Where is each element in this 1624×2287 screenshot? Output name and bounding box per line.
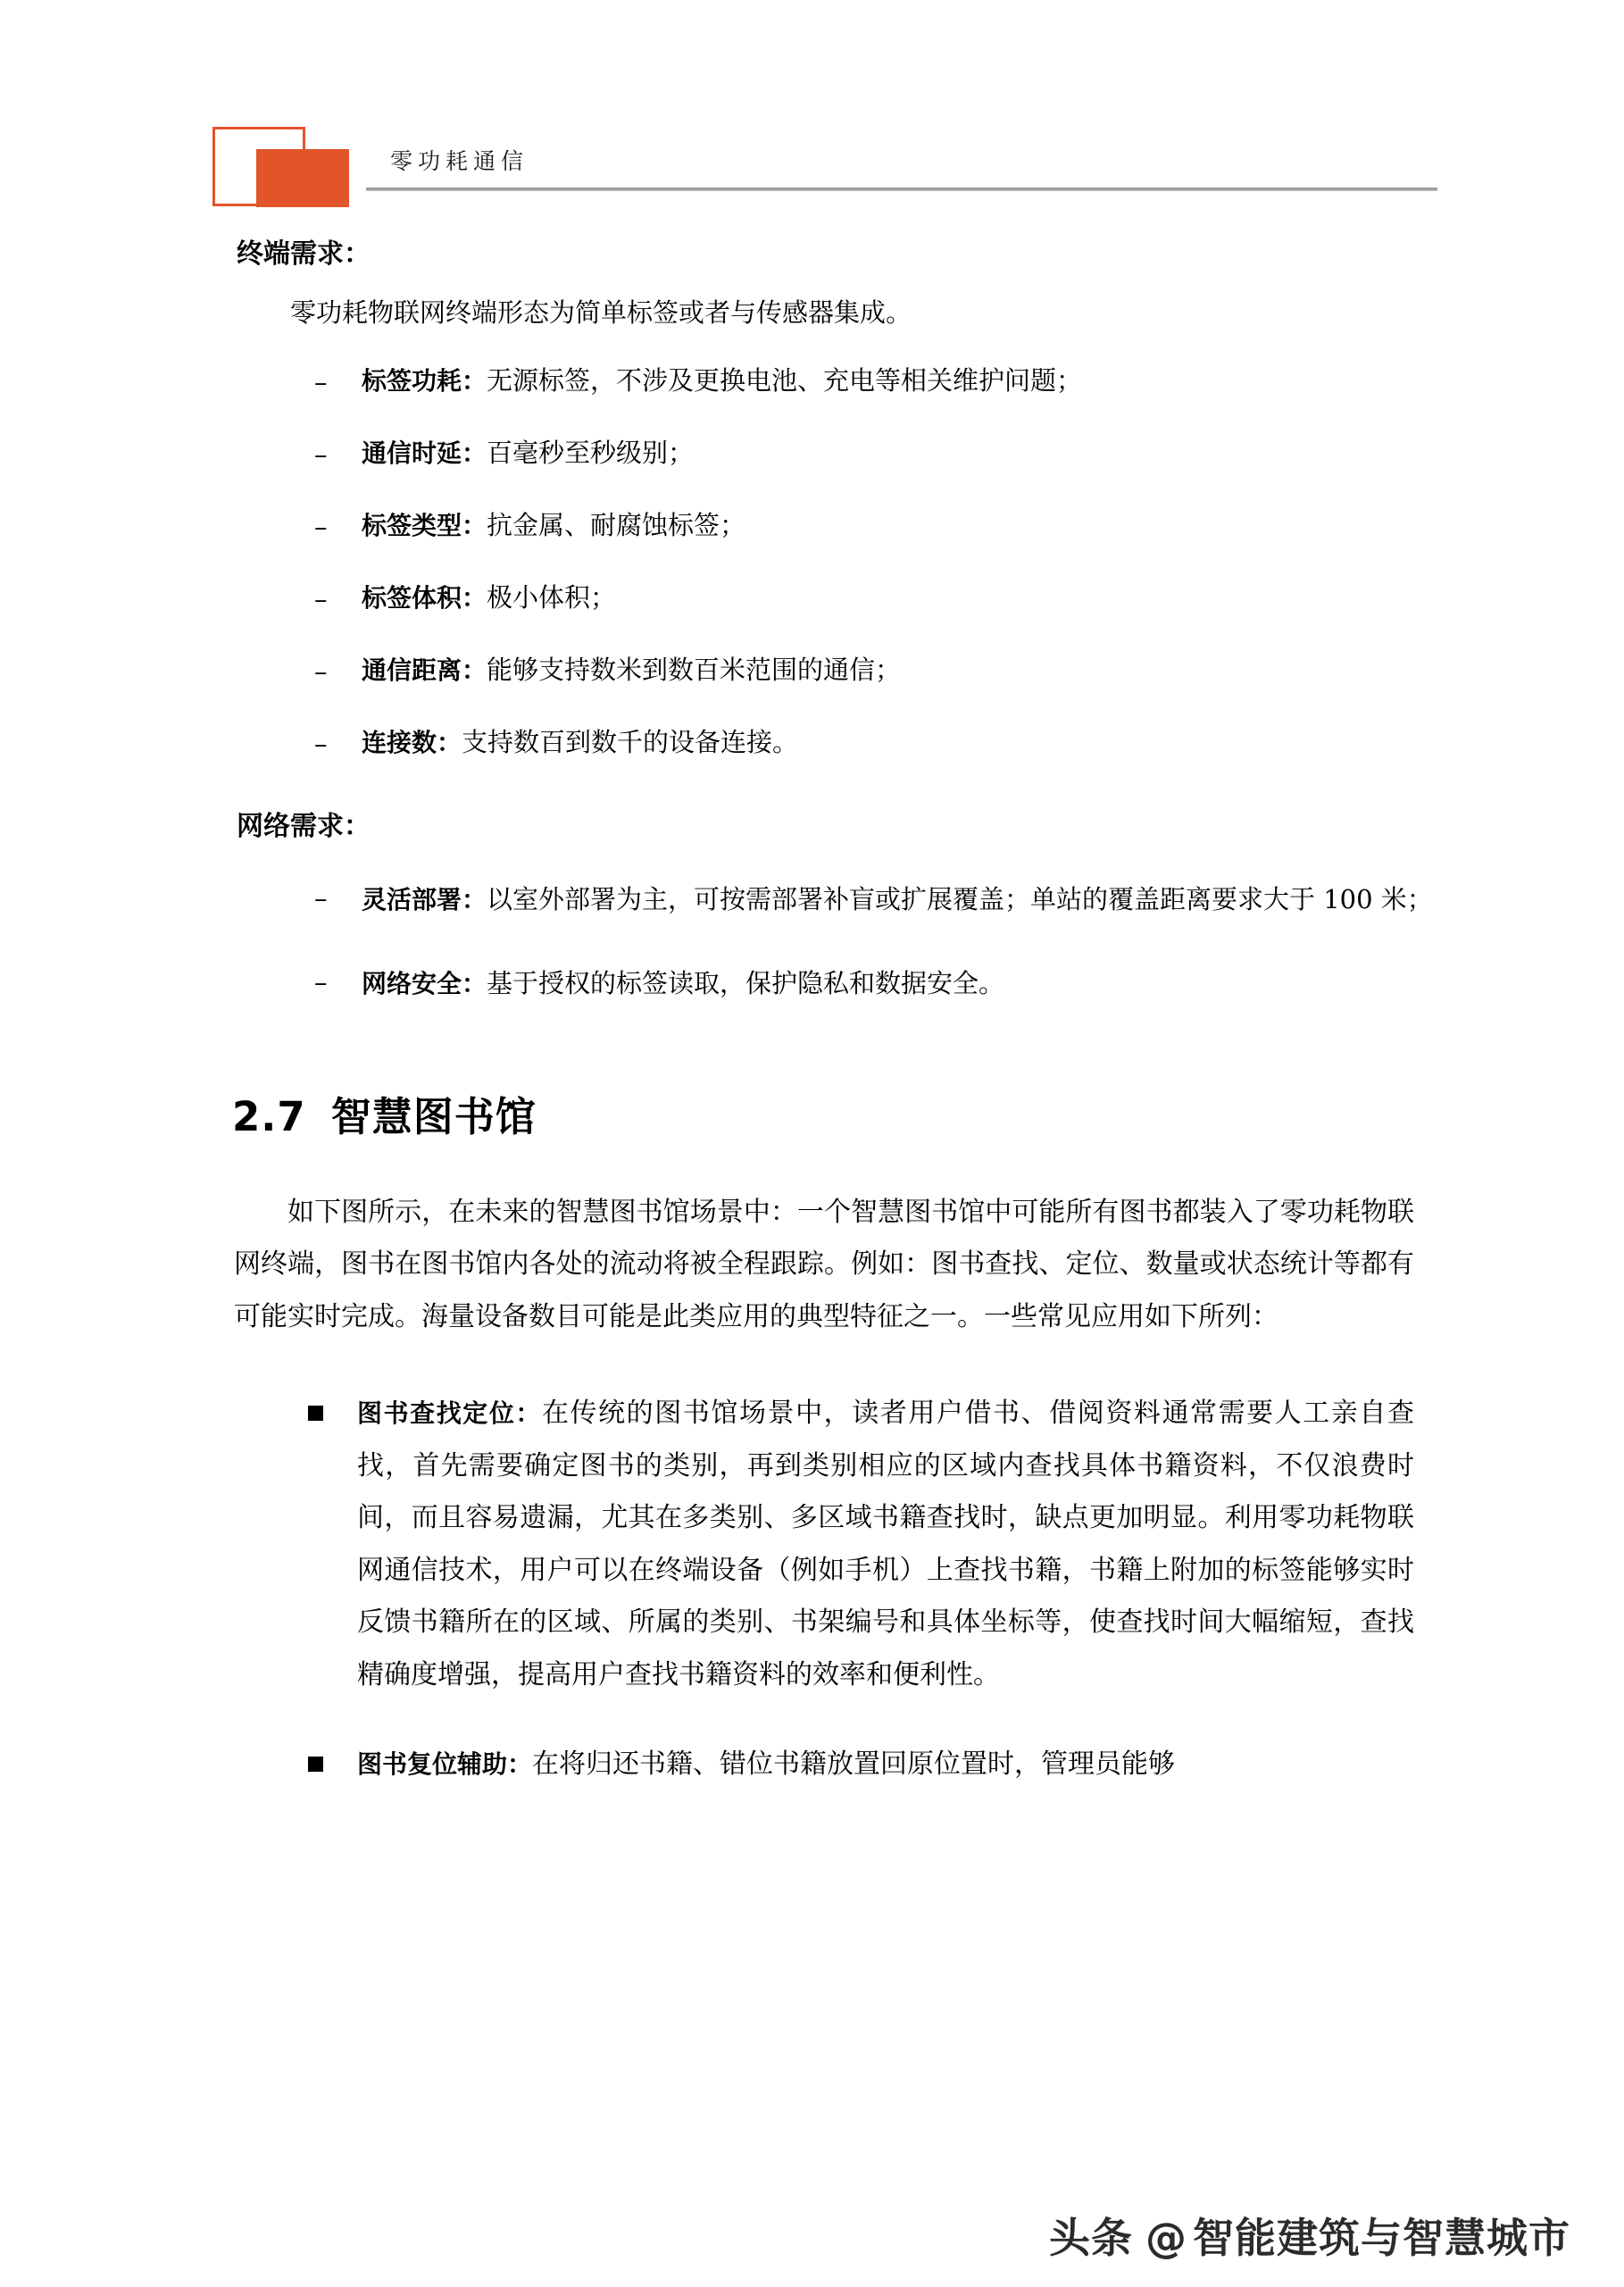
terminal-requirements-list (0, 360, 1624, 764)
square-bullet-icon (308, 1757, 323, 1772)
page-content (0, 205, 1624, 1791)
watermark-at-symbol: @ (1145, 2214, 1187, 2262)
terminal-requirements-label: 终端需求： (237, 238, 371, 270)
watermark-account: 智能建筑与智慧城市 (1193, 2214, 1570, 2262)
dash-bullet-icon: – (314, 882, 328, 914)
square-bullet-icon (308, 1406, 323, 1421)
list-item-term: 图书查找定位： (357, 1398, 542, 1429)
section-title: 智慧图书馆 (330, 1092, 537, 1140)
list-item (0, 1388, 1624, 1701)
list-item-term: 标签功耗： (362, 366, 487, 396)
network-requirements-label: 网络需求： (237, 810, 371, 842)
header-divider (366, 188, 1437, 191)
list-item-text: 以室外部署为主，可按需部署补盲或扩展覆盖；单站的覆盖距离要求大于 100 米； (487, 883, 1433, 914)
list-item (0, 649, 1624, 691)
smart-library-application-list (0, 1388, 1624, 1791)
list-item (0, 432, 1624, 474)
section-number: 2.7 (232, 1092, 306, 1140)
list-item-term: 灵活部署： (362, 884, 487, 914)
list-item-text: 无源标签，不涉及更换电池、充电等相关维护问题； (487, 365, 1083, 396)
list-item-term: 标签类型： (362, 510, 487, 540)
list-item (0, 360, 1624, 402)
smart-library-paragraph: 如下图所示，在未来的智慧图书馆场景中：一个智慧图书馆中可能所有图书都装入了零功耗物联网终端，图书在图书馆内各处的流动将被全程跟踪。例如：图书查找、定位、数量或状态统计等都有可能实时完成。海量设备数目可能是此类应用的典型特征之一。一些常见应用如下所列： (234, 1196, 1414, 1332)
list-item-text: 在将归还书籍、错位书籍放置回原位置时，管理员能够 (532, 1749, 1176, 1781)
list-item (0, 876, 1624, 922)
list-item (0, 960, 1624, 1006)
watermark (1049, 2206, 1570, 2265)
logo-filled-square-icon (256, 149, 349, 207)
brand-logo (212, 127, 373, 207)
list-item-text: 在传统的图书馆场景中，读者用户借书、借阅资料通常需要人工亲自查找，首先需要确定图书的类别，再到类别相应的区域内查找具体书籍资料，不仅浪费时间，而且容易遗漏，尤其在多类别、多区域书籍查找时，缺点更加明显。利用零功耗物联网通信技术，用户可以在终端设备（例如手机）上查找书籍，书籍上附加的标签能够实时反馈书籍所在的区域、所属的类别、书架编号和具体坐标等，使查找时间大幅缩短，查找精确度增强，提高用户查找书籍资料的效率和便利性。 (357, 1398, 1414, 1690)
list-item-text: 能够支持数米到数百米范围的通信； (487, 654, 902, 685)
list-item-text: 支持数百到数千的设备连接。 (462, 726, 799, 757)
section-heading-2-7 (0, 1092, 1624, 1140)
dash-bullet-icon: – (314, 511, 328, 542)
dash-bullet-icon: – (314, 655, 328, 687)
dash-bullet-icon: – (314, 367, 328, 397)
list-item-term: 网络安全： (362, 969, 487, 999)
network-requirements-list (0, 876, 1624, 1007)
list-item-term: 通信时延： (362, 438, 487, 468)
terminal-intro-text: 零功耗物联网终端形态为简单标签或者与传感器集成。 (290, 297, 912, 328)
watermark-platform: 头条 (1049, 2214, 1133, 2262)
list-item-term: 通信距离： (362, 655, 487, 685)
dash-bullet-icon: – (314, 583, 328, 614)
list-item-term: 连接数： (362, 727, 462, 757)
list-item (0, 505, 1624, 547)
list-item (0, 722, 1624, 764)
list-item (0, 577, 1624, 619)
list-item-term: 图书复位辅助： (357, 1749, 533, 1780)
list-item-text: 基于授权的标签读取，保护隐私和数据安全。 (487, 968, 1005, 999)
list-item-text: 百毫秒至秒级别； (487, 437, 695, 468)
header-title: 零功耗通信 (390, 148, 529, 174)
list-item-text: 抗金属、耐腐蚀标签； (487, 509, 746, 540)
list-item (0, 1739, 1624, 1791)
dash-bullet-icon: – (314, 438, 328, 470)
dash-bullet-icon: – (314, 967, 328, 998)
page-header (0, 0, 1624, 205)
dash-bullet-icon: – (314, 728, 328, 759)
list-item-term: 标签体积： (362, 582, 487, 613)
list-item-text: 极小体积； (487, 581, 617, 613)
